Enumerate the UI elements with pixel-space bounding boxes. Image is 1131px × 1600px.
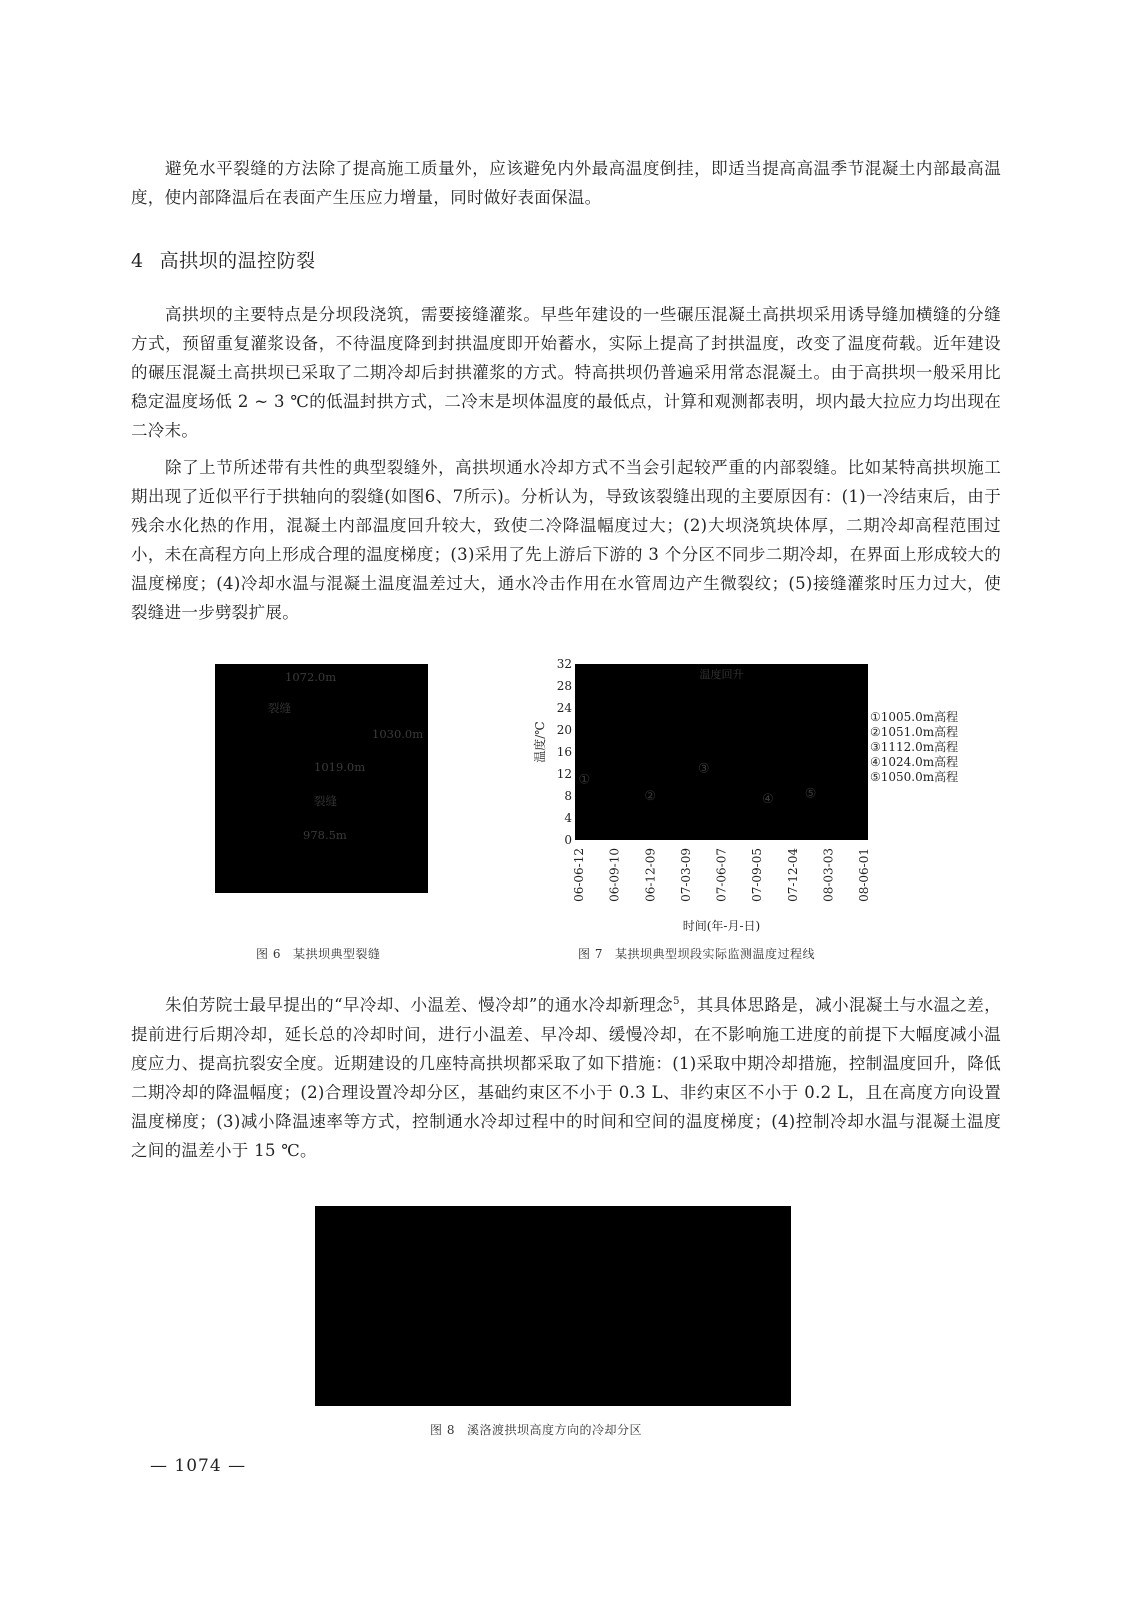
x-tick-label: 07-12-04 (785, 848, 800, 902)
paragraph-3: 除了上节所述带有共性的典型裂缝外，高拱坝通水冷却方式不当会引起较严重的内部裂缝。比如某特高拱坝施工期出现了近似平行于拱轴向的裂缝(如图6、7所示)。分析认为，导致该裂缝出现的主要原因有：(1)一冷结束后，由于残余水化热的作用，混凝土内部温度回升较大，致使二冷降温幅度过大；(2)大坝浇筑块体厚，二期冷却高程范围过小，未在高程方向上形成合理的温度梯度；(3)采用了先上游后下游的 3 个分区不同步二期冷却，在界面上形成较大的温度梯度；(4)冷却水温与混凝土温度温差过大，通水冷击作用在水管周边产生微裂纹；(5)接缝灌浆时压力过大，使裂缝进一步劈裂扩展。 (131, 458, 1001, 622)
fig6-label-elevation-1030: 1030.0m (372, 727, 424, 741)
fig8-image (315, 1206, 791, 1406)
fig7-caption-number: 图 7 (578, 947, 603, 961)
fig7-caption-text: 某拱坝典型坝段实际监测温度过程线 (614, 947, 815, 961)
series-marker-label: ③ (697, 761, 710, 777)
fig8-caption (430, 1421, 642, 1438)
fig6-label-crack-lower: 裂缝 (314, 794, 337, 808)
series-marker-label: ④ (761, 791, 774, 807)
paragraph-4 (131, 987, 1001, 1165)
section-number: 4 (131, 250, 144, 272)
legend-entry: ⑤1050.0m高程 (870, 770, 959, 784)
x-tick-label: 06-09-10 (607, 848, 622, 902)
page-number: — 1074 — (150, 1456, 247, 1476)
x-tick-label: 08-03-03 (821, 848, 836, 902)
y-tick-label: 32 (556, 657, 572, 671)
y-tick-label: 28 (556, 679, 572, 693)
y-tick-label: 4 (564, 811, 572, 825)
fig7-caption (578, 945, 815, 962)
x-tick-label: 07-09-05 (750, 848, 765, 902)
y-tick-label: 0 (564, 833, 572, 847)
fig8-caption-text: 溪洛渡拱坝高度方向的冷却分区 (466, 1423, 642, 1437)
series-marker-label: ① (578, 772, 591, 788)
series-marker-label: ⑤ (804, 786, 817, 802)
x-axis-label: 时间(年-月-日) (682, 919, 761, 933)
x-tick-label: 07-03-09 (678, 848, 693, 902)
legend-entry: ③1112.0m高程 (870, 740, 959, 754)
section-title: 高拱坝的温控防裂 (159, 250, 316, 272)
paragraph-4-text-b: ，其具体思路是，减小混凝土与水温之差，提前进行后期冷却，延长总的冷却时间，进行小温差、早冷却、缓慢冷却，在不影响施工进度的前提下大幅度减小温度应力、提高抗裂安全度。近期建设的几座特高拱坝都采取了如下措施：(1)采取中期冷却措施，控制温度回升，降低二期冷却的降温幅度；(2)合理设置冷却分区，基础约束区不小于 0.3 L、非约束区不小于 0.2 L，且在高度方向设置温度梯度；(3)减小降温速率等方式，控制通水冷却过程中的时间和空间的温度梯度；(4)控制冷却水温与混凝土温度之间的温差小于 15 ℃。 (131, 995, 1002, 1160)
paragraph-4-text-a: 朱伯芳院士最早提出的“早冷却、小温差、慢冷却”的通水冷却新理念 (165, 995, 674, 1015)
series-marker-label: ② (644, 789, 657, 804)
y-axis-label: 温度/℃ (533, 721, 547, 763)
x-tick-label: 08-06-01 (857, 848, 871, 902)
legend-entry: ④1024.0m高程 (870, 755, 959, 769)
x-tick-label: 06-06-12 (572, 848, 586, 902)
y-tick-label: 20 (556, 723, 572, 737)
fig6-label-elevation-1019: 1019.0m (314, 760, 366, 774)
y-tick-label: 16 (556, 745, 572, 759)
section-heading (131, 246, 316, 273)
chart-plot-area (575, 664, 868, 840)
fig6-label-elevation-978: 978.5m (303, 828, 347, 842)
reference-5: 5 (673, 996, 680, 1007)
y-tick-label: 8 (564, 789, 572, 803)
paragraph-2: 高拱坝的主要特点是分坝段浇筑，需要接缝灌浆。早些年建设的一些碾压混凝土高拱坝采用诱导缝加横缝的分缝方式，预留重复灌浆设备，不待温度降到封拱温度即开始蓄水，实际上提高了封拱温度，改变了温度荷载。近年建设的碾压混凝土高拱坝已采取了二期冷却后封拱灌浆的方式。特高拱坝仍普遍采用常态混凝土。由于高拱坝一般采用比稳定温度场低 2 ~ 3 ℃的低温封拱方式，二冷末是坝体温度的最低点，计算和观测都表明，坝内最大拉应力均出现在二冷末。 (131, 305, 1001, 440)
legend-entry: ①1005.0m高程 (870, 710, 959, 724)
fig7-chart (530, 656, 980, 941)
paragraph-1: 避免水平裂缝的方法除了提高施工质量外，应该避免内外最高温度倒挂，即适当提高高温季节混凝土内部最高温度，使内部降温后在表面产生压应力增量，同时做好表面保温。 (131, 159, 1001, 207)
fig6-caption (256, 945, 380, 962)
fig6-label-crack-upper: 裂缝 (268, 701, 291, 715)
fig6-image (215, 664, 428, 893)
chart-title: 温度回升 (699, 668, 744, 681)
legend-entry: ②1051.0m高程 (870, 725, 959, 739)
x-tick-label: 07-06-07 (714, 848, 729, 902)
fig8-caption-number: 图 8 (430, 1423, 455, 1437)
y-tick-label: 24 (556, 701, 572, 715)
fig6-label-elevation-1072: 1072.0m (285, 670, 337, 684)
fig6-caption-number: 图 6 (256, 947, 281, 961)
y-tick-label: 12 (556, 767, 572, 781)
x-tick-label: 06-12-09 (643, 848, 658, 902)
fig6-caption-text: 某拱坝典型裂缝 (292, 947, 381, 961)
